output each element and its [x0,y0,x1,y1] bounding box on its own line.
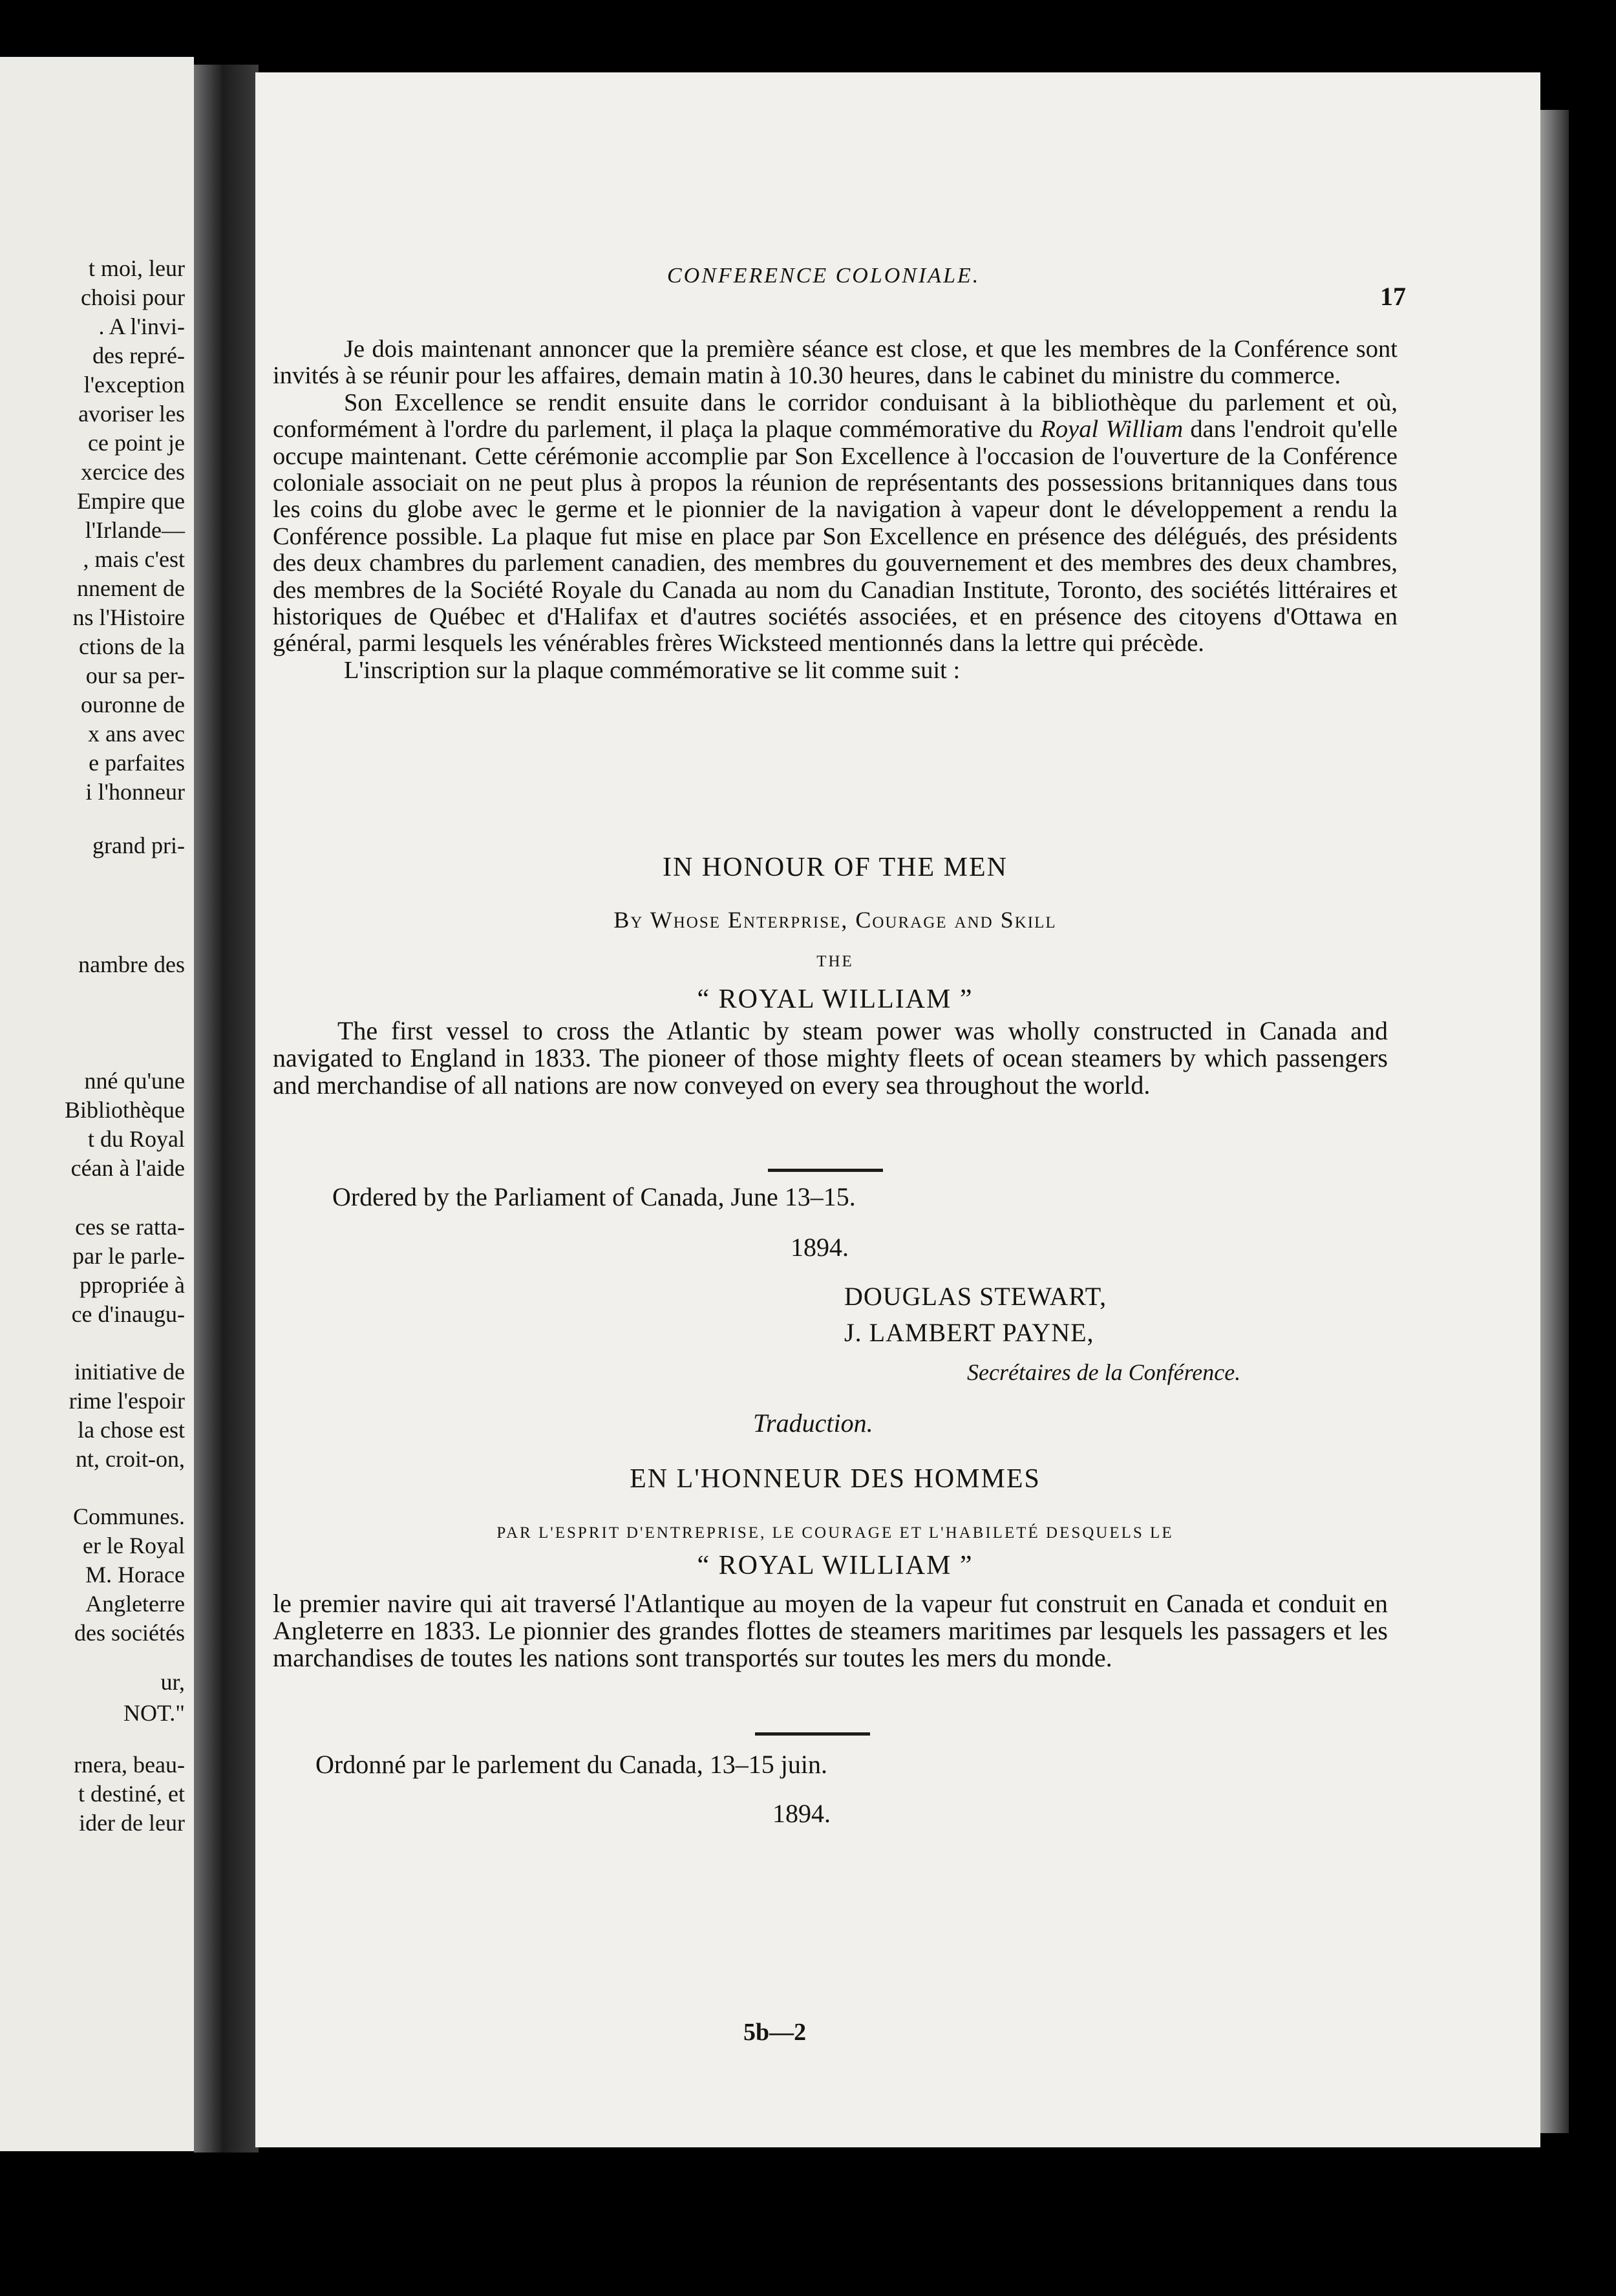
left-page-line: ppropriée à [80,1272,185,1298]
inscription-fr-heading: EN L'HONNEUR DES HOMMES [630,1464,1041,1494]
left-page-line: Empire que [77,488,185,514]
left-page-line: ur, [160,1669,185,1695]
signatory-payne: J. LAMBERT PAYNE, [844,1318,1094,1347]
left-page-line: ctions de la [79,633,185,659]
left-page-line: e parfaites [89,750,185,776]
inscription-fr-text: le premier navire qui ait traversé l'Atlantique au moyen de la vapeur fut construit en Canada et conduit en Angleterre en 1833. Le pionnier des grandes flottes de steamers maritimes par lesquels les passagers et les marchandises de toutes les nations sont transportés sur toutes les mers du monde. [273,1589,1388,1672]
previous-page-fragment [0,57,194,2151]
left-page-line: i l'honneur [85,779,185,805]
inscription-fr-ordered: Ordonné par le parlement du Canada, 13–15 juin. [315,1750,827,1779]
left-page-line: M. Horace [85,1562,185,1588]
section-rule-2 [755,1732,870,1736]
book-gutter [194,65,259,2152]
left-page-line: ns l'Histoire [72,604,185,630]
left-page-line: ouronne de [81,692,185,717]
left-page-line: t du Royal [88,1126,185,1152]
inscription-en-ship: “ ROYAL WILLIAM ” [697,984,973,1014]
paragraph-session-close: Je dois maintenant annoncer que la première séance est close, et que les membres de la Conférence sont invités à se réunir pour les affaires, demain matin à 10.30 heures, dans le cabinet du ministre du commerce. [273,335,1398,390]
left-page-line: x ans avec [88,721,185,747]
paragraph-inscription-intro: L'inscription sur la plaque commémorative se lit comme suit : [344,656,961,684]
left-page-line: choisi pour [81,284,185,310]
left-page-line: nné qu'une [84,1068,185,1094]
left-page-line: nambre des [78,951,185,977]
inscription-en-heading: IN HONOUR OF THE MEN [663,853,1008,882]
left-page-line: our sa per- [85,663,185,688]
inscription-en-subheading: By Whose Enterprise, Courage and Skill [613,907,1057,933]
left-page-line: , mais c'est [83,546,185,572]
left-page-line: ider de leur [79,1810,185,1836]
left-page-line: t moi, leur [89,255,185,281]
left-page-line: céan à l'aide [70,1155,185,1181]
inscription-fr-ship: “ ROYAL WILLIAM ” [697,1551,973,1580]
inscription-en-ordered: Ordered by the Parliament of Canada, June 13–15. [332,1182,856,1211]
left-page-line: Angleterre [85,1591,185,1617]
body-text [273,336,1398,684]
left-page-line: . A l'invi- [98,314,185,339]
left-page-line: avoriser les [78,401,185,427]
left-page-line: initiative de [74,1359,185,1385]
paragraph-plaque-ceremony: Son Excellence se rendit ensuite dans le corridor conduisant à la bibliothèque du parlement et où, conformément à l'ordre du parlement, il plaça la plaque commémorative du Royal William dans l'endroit qu'elle occupe maintenant. Cette cérémonie accomplie par Son Excellence à l'occasion de l'ouverture de la Conférence coloniale associait on ne peut plus à propos la réunion de représentants des possessions britanniques dans tous les coins du globe avec le germe et le pionnier de la navigation à vapeur dont le développement a rendu la Conférence possible. La plaque fut mise en place par Son Excellence en présence des délégués, des présidents des deux chambres du parlement canadien, des membres du gouvernement et des membres des deux chambres, des membres de la Société Royale du Canada au nom du Canadian Institute, Toronto, des sociétés littéraires et historiques de Québec et d'Halifax et d'autres sociétés associées, et en présence des citoyens d'Ottawa en général, parmi lesquels les vénérables frères Wicksteed mentionnés dans la lettre qui précède. [273,388,1398,657]
page-edge-shadow [1540,110,1569,2133]
signatory-stewart: DOUGLAS STEWART, [844,1282,1107,1311]
left-page-line: l'Irlande— [85,517,185,543]
left-page-line: des sociétés [74,1620,185,1646]
left-page-line: ce point je [88,430,185,456]
left-page-line: la chose est [78,1417,185,1443]
left-page-line: rnera, beau- [74,1752,185,1778]
running-title: CONFERENCE COLONIALE. [667,264,981,288]
translation-label: Traduction. [753,1408,873,1438]
section-rule [768,1169,883,1172]
left-page-line: nnement de [77,575,185,601]
left-page-line: Bibliothèque [65,1097,185,1123]
left-page-line: Communes. [72,1504,185,1529]
page-number: 17 [1380,282,1406,311]
sheet-signature: 5b—2 [743,2019,807,2046]
inscription-en-year: 1894. [791,1233,849,1262]
left-page-line: par le parle- [72,1243,185,1269]
left-page-line: ce d'inaugu- [71,1301,185,1327]
signatory-title: Secrétaires de la Conférence. [967,1359,1241,1385]
inscription-en-text: The first vessel to cross the Atlantic by steam power was wholly constructed in Canada and navigated to England in 1833. The pioneer of those mighty fleets of ocean steamers by which passengers and merchandise of all nations are now conveyed on every sea throughout the world. [273,1016,1388,1100]
left-page-line: t destiné, et [78,1781,185,1807]
left-page-line: ces se ratta- [75,1214,185,1240]
inscription-en-the: THE [816,953,854,970]
inscription-fr-subheading: PAR L'ESPRIT D'ENTREPRISE, LE COURAGE ET L'HABILETÉ DESQUELS LE [496,1524,1174,1542]
left-page-line: er le Royal [83,1533,185,1558]
left-page-line: rime l'espoir [69,1388,185,1414]
left-page-line: l'exception [83,372,185,398]
left-page-line: des repré- [92,343,185,368]
inscription-fr-year: 1894. [772,1799,831,1828]
ship-name: Royal William [1040,416,1184,443]
left-page-line: grand pri- [92,833,185,858]
left-page-line: xercice des [81,459,185,485]
left-page-line: nt, croit-on, [76,1446,185,1472]
left-page-line: NOT." [123,1700,185,1726]
